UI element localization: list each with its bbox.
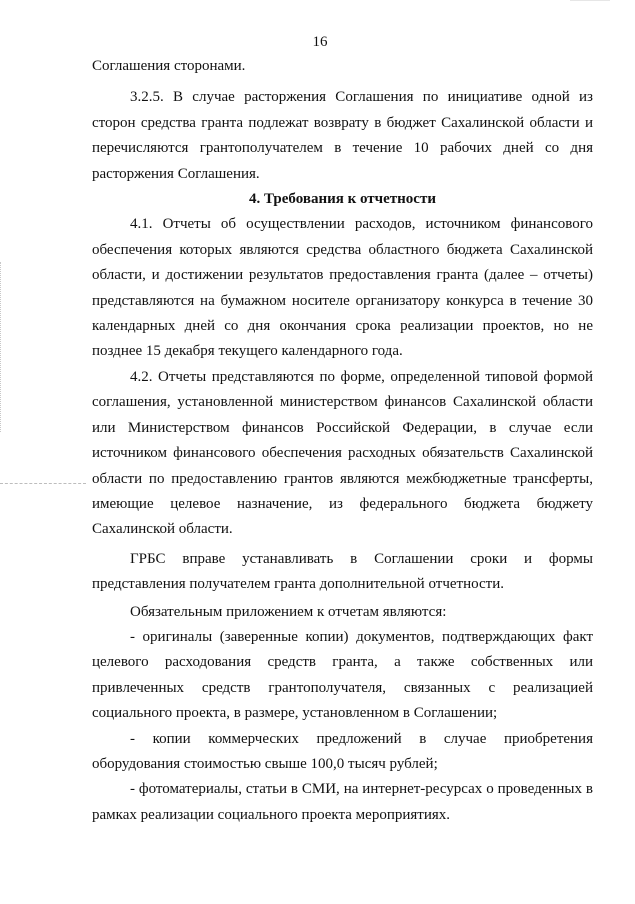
paragraph: 4.1. Отчеты об осуществлении расходов, источником финансового обеспечения которых являются средства областного бюджета Сахалинской области, и достижении результатов предоставления гранта (далее – отчеты) представляются на бумажном носителе организатору конкурса в течение 30 календарных дней со дня окончания срока реализации проектов, но не позднее 15 декабря текущего календарного года. bbox=[92, 216, 593, 360]
paragraph: Соглашения сторонами. bbox=[92, 58, 246, 74]
paragraph: ГРБС вправе устанавливать в Соглашении сроки и формы представления получателем гранта дополнительной отчетности. bbox=[92, 550, 593, 593]
scan-artifact bbox=[570, 0, 610, 2]
scan-artifact bbox=[0, 262, 5, 432]
list-item: - копии коммерческих предложений в случае приобретения оборудования стоимостью свыше 100,0 тысяч рублей; bbox=[92, 730, 593, 772]
body-text bbox=[92, 54, 593, 828]
section-heading: 4. Требования к отчетности bbox=[249, 191, 436, 208]
scan-artifact bbox=[0, 483, 86, 485]
list-item: - фотоматериалы, статьи в СМИ, на интернет-ресурсах о проведенных в рамках реализации социального проекта мероприятиях. bbox=[92, 781, 593, 823]
page-number: 16 bbox=[312, 34, 328, 50]
list-item: - оригиналы (заверенные копии) документов, подтверждающих факт целевого расходования средств гранта, а также собственных или привлеченных средств грантополучателя, связанных с реализацией социального проекта, в размере, установленном в Соглашении; bbox=[92, 628, 593, 722]
paragraph: Обязательным приложением к отчетам являются: bbox=[130, 603, 447, 620]
paragraph: 3.2.5. В случае расторжения Соглашения по инициативе одной из сторон средства гранта подлежат возврату в бюджет Сахалинской области и перечисляются грантополучателем в течение 10 рабочих дней со дня расторжения Соглашения. bbox=[92, 89, 593, 182]
paragraph: 4.2. Отчеты представляются по форме, определенной типовой формой соглашения, установленной министерством финансов Сахалинской области или Министерством финансов Российской Федерации, в случае если источником финансового обеспечения расходных обязательств Сахалинской области по предоставлению грантов являются межбюджетные трансферты, имеющие целевое назначение, из федерального бюджета бюджету Сахалинской области. bbox=[92, 368, 593, 538]
